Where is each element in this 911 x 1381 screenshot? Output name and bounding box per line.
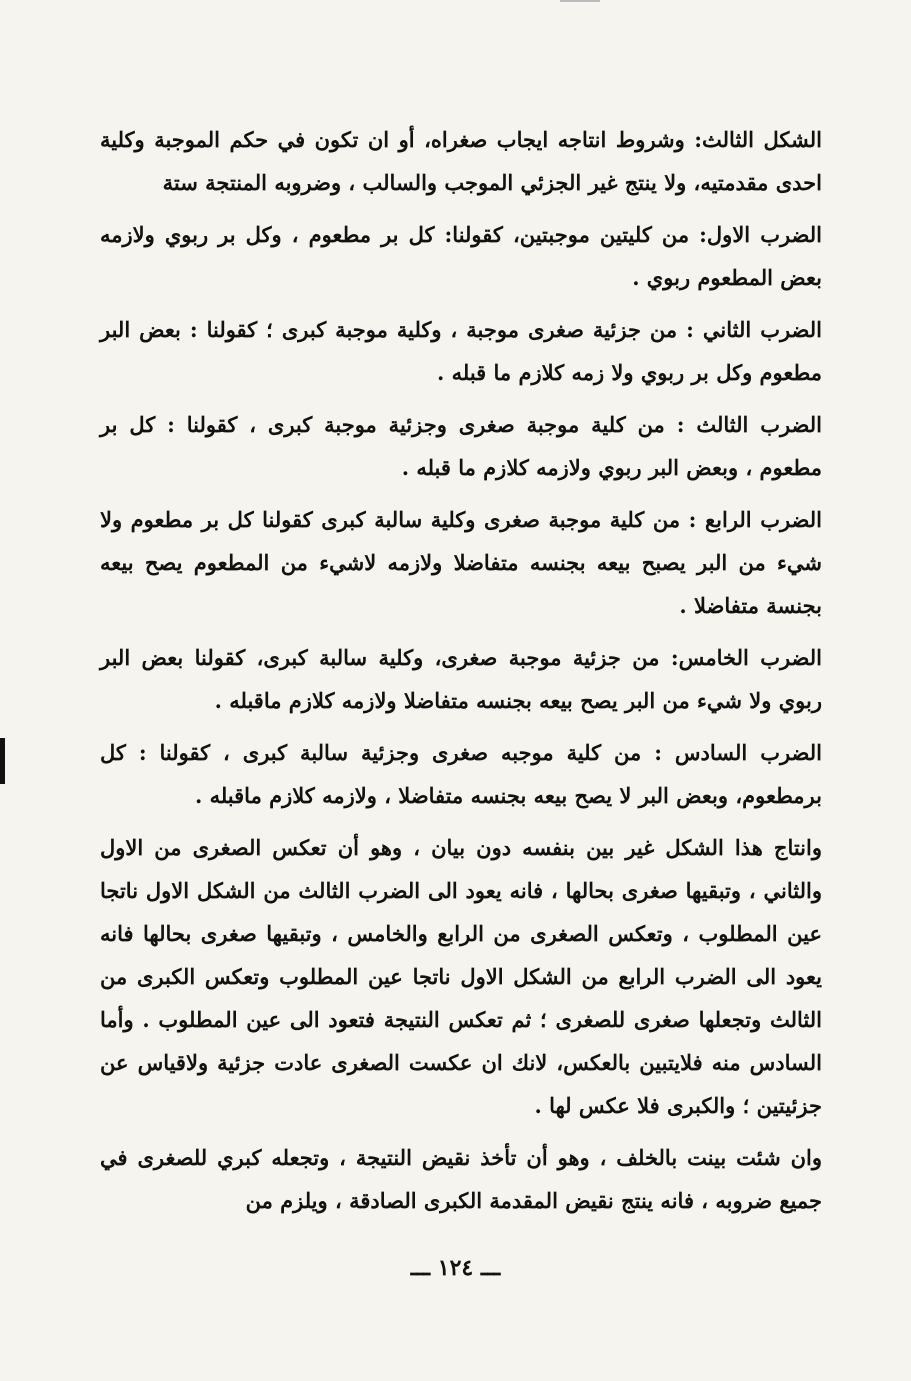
paragraph-mood-2: الضرب الثاني : من جزئية صغرى موجبة ، وكلية موجبة كبرى ؛ كقولنا : بعض البر مطعوم وكل بر ربوي ولا زمه كلازم ما قبله .	[100, 317, 822, 385]
paragraph-mood-5: الضرب الخامس: من جزئية موجبة صغرى، وكلية سالبة كبرى، كقولنا بعض البر ربوي ولا شيء من البر يصح بيعه بجنسه متفاضلا ولازمه كلازم ماقبله .	[100, 645, 822, 713]
page-number: ـــ ١٢٤ ـــ	[410, 1255, 501, 1281]
paragraph-proof-by-conversion: وانتاج هذا الشكل غير بين بنفسه دون بيان ، وهو أن تعكس الصغرى من الاول والثاني ، وتبقيها صغرى بحالها ، فانه يعود الى الضرب الثالث من الشكل الاول ناتجا عين المطلوب ، وتعكس الصغرى من الرابع والخامس ، وتبقيها صغرى بحالها فانه يعود الى الضرب الرابع من الشكل الاول ناتجا عين المطلوب وتعكس الكبرى من الثالث وتجعلها صغرى للصغرى ؛ ثم تعكس النتيجة فتعود الى عين المطلوب . وأما السادس منه فلايتبين بالعكس، لانك ان عكست الصغرى عادت جزئية ولاقياس عن جزئيتين ؛ والكبرى فلا عكس لها .	[100, 835, 822, 1118]
paragraph-mood-1: الضرب الاول: من كليتين موجبتين، كقولنا: كل بر مطعوم ، وكل بر ربوي ولازمه بعض المطعوم ربوي .	[100, 222, 822, 290]
scan-artifact-top	[560, 0, 600, 10]
paragraph-mood-3: الضرب الثالث : من كلية موجبة صغرى وجزئية موجبة كبرى ، كقولنا : كل بر مطعوم ، وبعض البر ربوي ولازمه كلازم ما قبله .	[100, 412, 822, 480]
paragraph-proof-by-contradiction: وان شئت بينت بالخلف ، وهو أن تأخذ نقيض النتيجة ، وتجعله كبري للصغرى في جميع ضروبه ، فانه ينتج نقيض المقدمة الكبرى الصادقة ، ويلزم من	[100, 1145, 822, 1213]
paragraph-third-figure-intro: الشكل الثالث: وشروط انتاجه ايجاب صغراه، أو ان تكون في حكم الموجبة وكلية احدى مقدمتيه، ولا ينتج غير الجزئي الموجب والسالب ، وضروبه المنتجة ستة	[100, 127, 822, 195]
paragraph-mood-6: الضرب السادس : من كلية موجبه صغرى وجزئية سالبة كبرى ، كقولنا : كل برمطعوم، وبعض البر لا يصح بيعه بجنسه متفاضلا ، ولازمه كلازم ماقبله .	[100, 740, 822, 808]
page-body	[100, 118, 822, 1231]
scan-artifact-edge	[0, 738, 5, 784]
paragraph-mood-4: الضرب الرابع : من كلية موجبة صغرى وكلية سالبة كبرى كقولنا كل بر مطعوم ولا شيء من البر يصبح بيعه بجنسه متفاضلا ولازمه لاشيء من المطعوم يصح بيعه بجنسة متفاضلا .	[100, 507, 822, 618]
